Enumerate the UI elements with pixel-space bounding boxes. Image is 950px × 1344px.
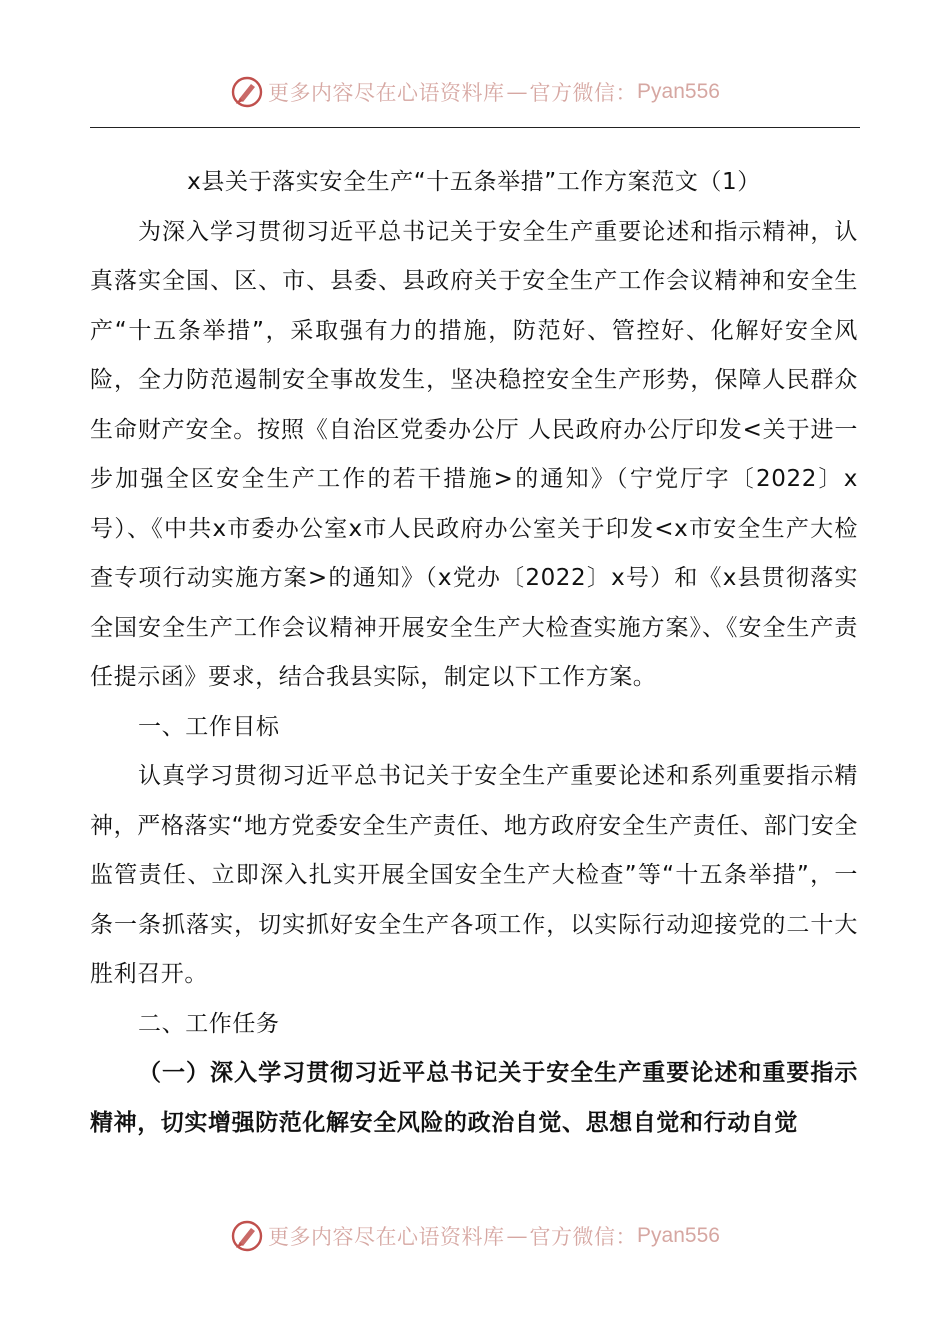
document-title: x县关于落实安全生产“十五条举措”工作方案范文（1） bbox=[187, 169, 761, 195]
footer-banner-text: 更多内容尽在心语资料库 bbox=[268, 1225, 505, 1249]
section1-paragraph: 认真学习贯彻习近平总书记关于安全生产重要论述和系列重要指示精神，严格落实“地方党委安全生产责任、地方政府安全生产责任、部门安全监管责任、立即深入扎实开展全国安全生产大检查”等“十五条举措”，一条一条抓落实，切实抓好安全生产各项工作，以实际行动迎接党的二十大胜利召开。 bbox=[90, 763, 858, 987]
pen-nib-circle-logo-icon bbox=[230, 1219, 264, 1253]
footer-banner-dash: — bbox=[506, 1224, 528, 1248]
footer-banner-id: Pyan556 bbox=[637, 1224, 720, 1247]
header-banner-contact: 官方微信： bbox=[529, 81, 638, 105]
footer-banner[interactable] bbox=[0, 1216, 950, 1256]
header-divider bbox=[90, 127, 860, 128]
pen-nib-circle-logo-icon bbox=[230, 75, 264, 109]
section2-heading: 二、工作任务 bbox=[138, 1010, 280, 1037]
intro-paragraph: 为深入学习贯彻习近平总书记关于安全生产重要论述和指示精神，认真落实全国、区、市、县委、县政府关于安全生产工作会议精神和安全生产“十五条举措”，采取强有力的措施，防范好、管控好、化解好安全风险，全力防范遏制安全事故发生，坚决稳控安全生产形势，保障人民群众生命财产安全。按照《自治区党委办公厅 人民政府办公厅印发<关于进一步加强全区安全生产工作的若干措施>的通知》（宁党厅字〔2022〕x号）、《中共x市委办公室x市人民政府办公室关于印发<x市安全生产大检查专项行动实施方案>的通知》（x党办〔2022〕x号）和《x县贯彻落实全国安全生产工作会议精神开展安全生产大检查实施方案》、《安全生产责任提示函》要求，结合我县实际，制定以下工作方案。 bbox=[90, 218, 858, 690]
section1-heading: 一、工作目标 bbox=[138, 713, 280, 740]
section2-subheading-1: （一）深入学习贯彻习近平总书记关于安全生产重要论述和重要指示精神，切实增强防范化解安全风险的政治自觉、思想自觉和行动自觉 bbox=[90, 1060, 858, 1136]
header-banner-text: 更多内容尽在心语资料库 bbox=[268, 81, 505, 105]
header-banner[interactable] bbox=[0, 72, 950, 112]
header-banner-id: Pyan556 bbox=[637, 80, 720, 103]
header-banner-dash: — bbox=[506, 80, 528, 104]
footer-banner-contact: 官方微信： bbox=[529, 1225, 638, 1249]
document-body bbox=[90, 158, 858, 1148]
